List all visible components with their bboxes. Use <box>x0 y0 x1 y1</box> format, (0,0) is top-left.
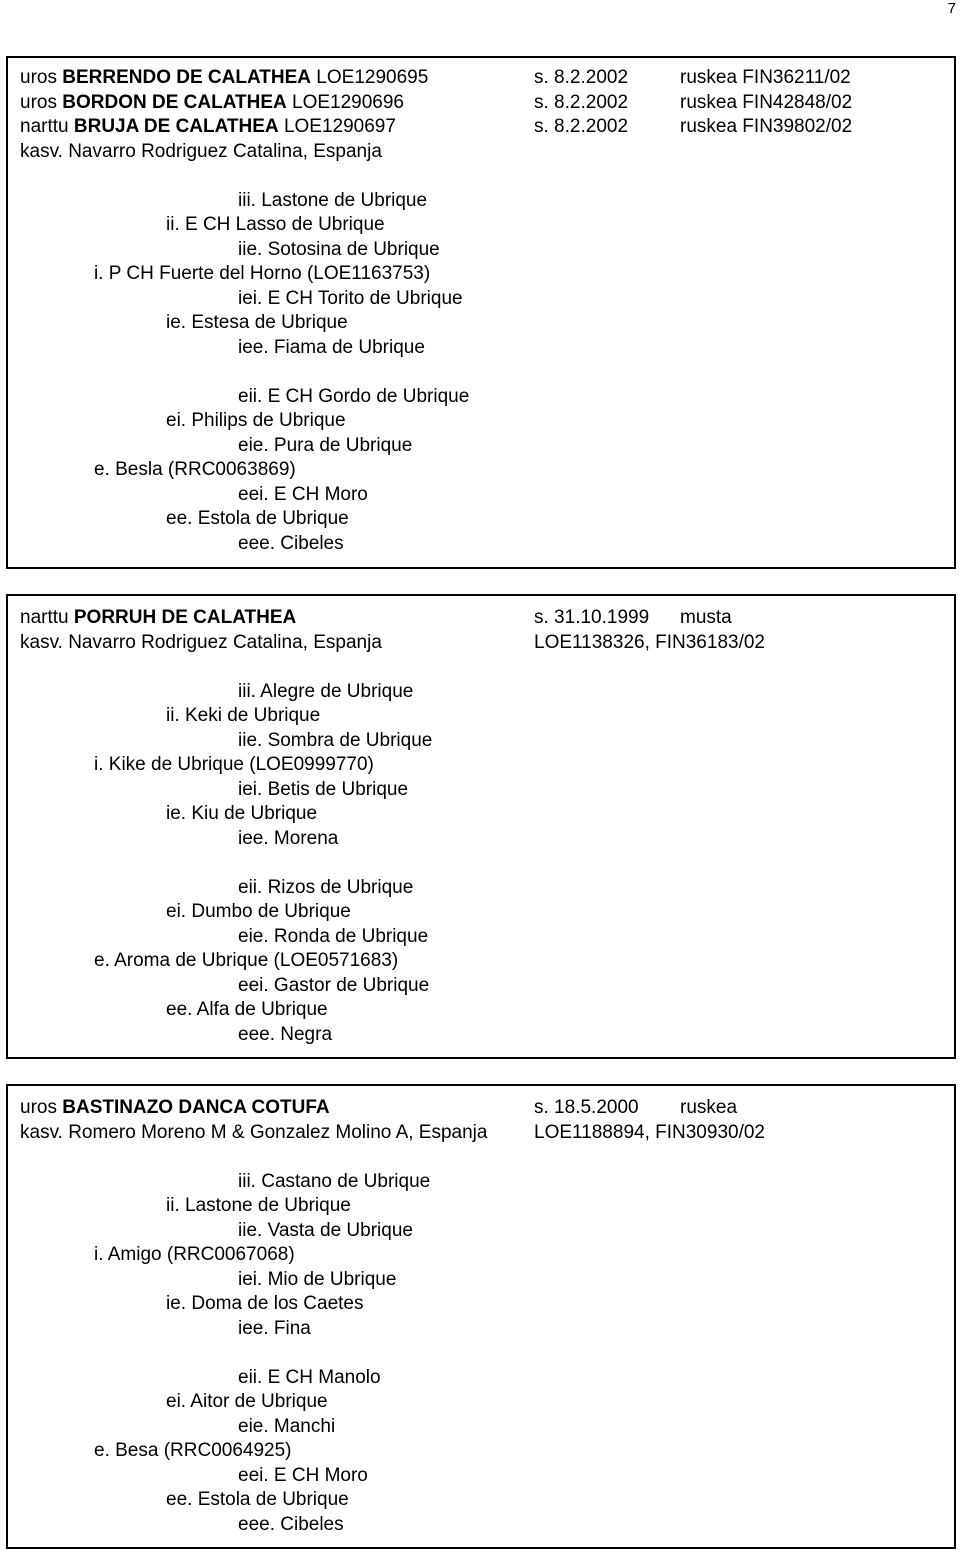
pedigree-entry: eee. Negra <box>238 1023 333 1045</box>
pedigree-dam: e. Besla (RRC0063869) <box>94 459 296 480</box>
dog-entry <box>20 66 428 91</box>
color-registration: ruskea FIN36211/02 <box>680 67 851 88</box>
pedigree-entry: eee. Cibeles <box>238 532 344 554</box>
pedigree-entry: eie. Manchi <box>238 1415 336 1437</box>
dog-name: BORDON DE CALATHEA <box>62 91 287 113</box>
pedigree-sire: i. P CH Fuerte del Horno (LOE1163753) <box>94 263 431 284</box>
pedigree-dam: e. Aroma de Ubrique (LOE0571683) <box>94 950 399 971</box>
birth-date: s. 8.2.2002 <box>534 116 629 137</box>
dog-registration: LOE1290695 <box>316 67 429 88</box>
pedigree-entry: iei. E CH Torito de Ubrique <box>238 287 463 309</box>
litter-entry-calathea-2002 <box>6 56 956 569</box>
dog-name: PORRUH DE CALATHEA <box>73 607 297 628</box>
pedigree-entry: iii. Alegre de Ubrique <box>238 680 414 702</box>
pedigree-entry: iei. Betis de Ubrique <box>238 778 409 800</box>
pedigree-entry: eee. Cibeles <box>238 1513 344 1535</box>
dog-entry <box>20 91 404 116</box>
pedigree-entry: ei. Aitor de Ubrique <box>166 1391 328 1412</box>
pedigree-entry: iie. Vasta de Ubrique <box>238 1219 413 1241</box>
dog-entry <box>20 606 296 631</box>
color-registration: ruskea FIN42848/02 <box>680 91 853 113</box>
pedigree-entry: iii. Castano de Ubrique <box>238 1170 431 1192</box>
birth-date: s. 18.5.2000 <box>534 1097 639 1118</box>
color-registration: ruskea FIN39802/02 <box>680 116 853 137</box>
pedigree-entry: eei. Gastor de Ubrique <box>238 974 430 996</box>
dog-entry-porruh <box>6 594 956 1059</box>
breeder: kasv. Navarro Rodriguez Catalina, Espanja <box>20 631 382 653</box>
pedigree-entry: ee. Estola de Ubrique <box>166 508 349 529</box>
pedigree-entry: iie. Sombra de Ubrique <box>238 729 433 751</box>
registration-numbers: LOE1138326, FIN36183/02 <box>534 631 765 653</box>
dog-color: ruskea <box>680 1097 738 1118</box>
pedigree-dam: e. Besa (RRC0064925) <box>94 1440 292 1461</box>
dog-name: BERRENDO DE CALATHEA <box>62 67 312 88</box>
dog-sex: narttu <box>20 116 69 137</box>
dog-name: BRUJA DE CALATHEA <box>73 116 279 137</box>
dog-registration: LOE1290696 <box>292 91 405 113</box>
pedigree-entry: ii. Lastone de Ubrique <box>166 1195 351 1216</box>
pedigree-sire: i. Kike de Ubrique (LOE0999770) <box>94 754 374 775</box>
pedigree-entry: ie. Kiu de Ubrique <box>166 803 318 824</box>
pedigree-entry: ei. Philips de Ubrique <box>166 410 346 431</box>
pedigree-entry: ee. Alfa de Ubrique <box>166 999 328 1020</box>
pedigree-entry: iee. Morena <box>238 827 339 849</box>
birth-date: s. 8.2.2002 <box>534 67 629 88</box>
pedigree-entry: eei. E CH Moro <box>238 483 368 505</box>
dog-entry <box>20 115 396 140</box>
pedigree-entry: iee. Fiama de Ubrique <box>238 336 425 358</box>
dog-registration: LOE1290697 <box>283 116 396 137</box>
birth-date: s. 8.2.2002 <box>534 91 629 113</box>
dog-entry <box>20 1096 330 1121</box>
birth-date: s. 31.10.1999 <box>534 607 650 628</box>
pedigree-entry: iii. Lastone de Ubrique <box>238 189 428 211</box>
pedigree-entry: ei. Dumbo de Ubrique <box>166 901 351 922</box>
pedigree-entry: eie. Ronda de Ubrique <box>238 925 429 947</box>
pedigree-entry: eii. Rizos de Ubrique <box>238 876 414 898</box>
pedigree-entry: eii. E CH Gordo de Ubrique <box>238 385 470 407</box>
dog-sex: narttu <box>20 607 69 628</box>
dog-name: BASTINAZO DANCA COTUFA <box>62 1097 330 1118</box>
pedigree-entry: eie. Pura de Ubrique <box>238 434 413 456</box>
registration-numbers: LOE1188894, FIN30930/02 <box>534 1121 765 1143</box>
pedigree-sire: i. Amigo (RRC0067068) <box>94 1244 295 1265</box>
pedigree-entry: ii. E CH Lasso de Ubrique <box>166 214 385 235</box>
pedigree-entry: ii. Keki de Ubrique <box>166 705 321 726</box>
pedigree-entry: ee. Estola de Ubrique <box>166 1489 349 1510</box>
dog-color: musta <box>680 607 732 628</box>
pedigree-entry: ie. Estesa de Ubrique <box>166 312 348 333</box>
pedigree-entry: eii. E CH Manolo <box>238 1366 381 1388</box>
breeder: kasv. Navarro Rodriguez Catalina, Espanja <box>20 140 382 162</box>
dog-sex: uros <box>20 91 57 113</box>
dog-sex: uros <box>20 1097 57 1118</box>
pedigree-entry: iee. Fina <box>238 1317 311 1339</box>
pedigree-entry: ie. Doma de los Caetes <box>166 1293 364 1314</box>
breeder: kasv. Romero Moreno M & Gonzalez Molino A, Espanja <box>20 1121 488 1143</box>
pedigree-entry: iei. Mio de Ubrique <box>238 1268 397 1290</box>
dog-sex: uros <box>20 67 57 88</box>
pedigree-entry: iie. Sotosina de Ubrique <box>238 238 440 260</box>
page-number: 7 <box>947 0 956 17</box>
pedigree-entry: eei. E CH Moro <box>238 1464 368 1486</box>
dog-entry-bastinazo <box>6 1084 956 1549</box>
